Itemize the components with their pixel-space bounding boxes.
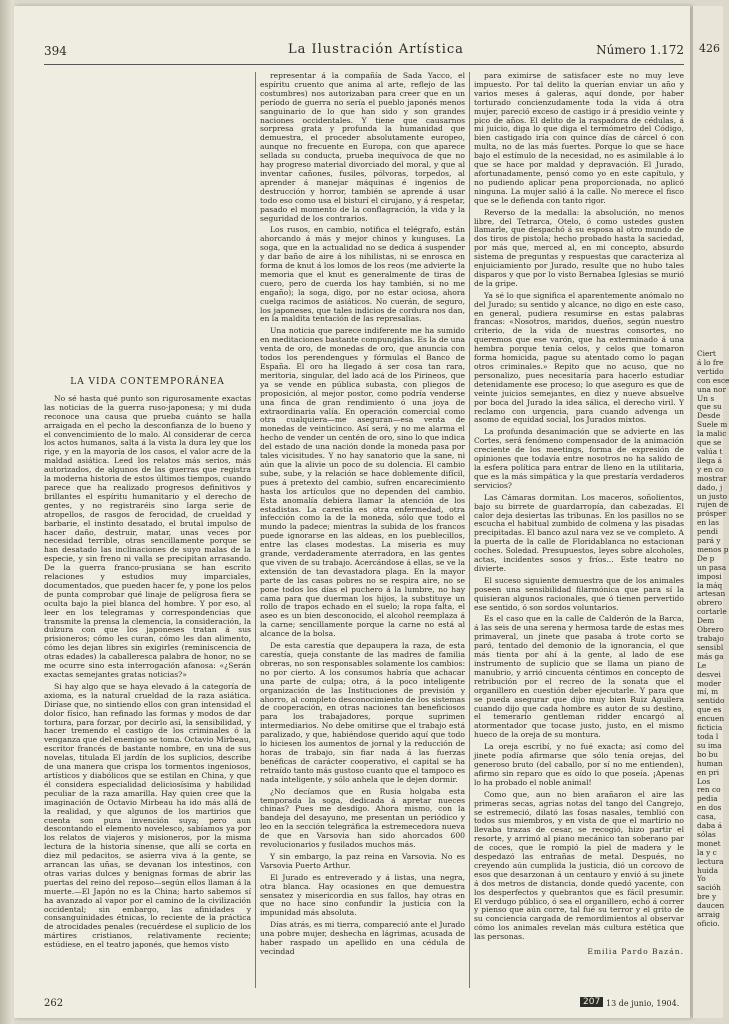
paragraph: Las Cámaras dormitan. Los maceros, soñolientos, bajo su birrete de guardarropía, dan cabezadas. El calor deja desiertas las tribunas. En los pasillos no se escucha el habitual zumbido de colmena y las pisadas precipitadas. El banco azul nara vez se ve completo. A la puerta de la calle de Floridablanca no estacionan coches. Soledad. Presupuestos, leyes sobre alcoholes, actas, incidentes sosos y fríos... Este teatro no divierte.	[474, 492, 684, 573]
header-rule	[44, 64, 684, 65]
footer-badge: 207	[580, 997, 603, 1007]
column-3	[474, 72, 684, 988]
author-signature: Emilia Pardo Bazán.	[587, 947, 684, 957]
paragraph: Una noticia que parece indiferente me ha sumido en meditaciones bastante compungidas. Es la de una venta de oro, de monedas de oro, que anuncia con todos los perendengues y fórmulas el Banco de España. El oro ha llegado á ser cosa tan rara, meritoria, singular, del lado acá de los Pirineos, que ya se vende en pública subasta, con pliegos de proposición, al mejor postor, como podría venderse una finca de gran rendimiento ó una joya de extraordinaria valía. En operación comercial como otra cualquiera—me aseguran—esa venta de monedas de veinticinco. Así será, y no me alarma el hecho de vender un centén de oro, sino lo que indica del estado de una nación donde la moneda pasa por tales vicisitudes. Y no hay sanatorio que la sane, ni aún que la alivie un poco de su dolencia. El cambio sube, sube, y la relación se hace doblemente difícil, pues á pretexto del cambio, sufren encarecimiento hasta los artículos que no dependen del cambio. Esta anomalía debiera llamar la atención de los estadistas. La carestía es otra enfermedad, otra infección como la de la moneda, sólo que todo el mundo la padece; mientras la subida de los francos puede ignorarse en las aldeas, en los pueblecillos, entre las clases modestas. La miseria es muy grande, verdaderamente aterradora, en las gentes que viven de su trabajo. Acercándose á ellas, se ve la extensión de tan devastadora plaga. En la mayor parte de las casas pobres no se respira aire, no se pone todos los días el puchero á la lumbre, no hay cama para que duerman los hijos, la substituye un rollo de trapos echado en el suelo; la ropa falta, el aseo es un bien desconocido, el alcohol reemplaza á la carne; sencillamente porque la carne no está al alcance de la bolsa.	[260, 326, 465, 639]
paragraph: De esta carestía que depaupera la raza, de esta carestía, queja constante de las madres de familia obreras, no son responsables solamente los cambios: no por cierto. A los consumos habría que achacar una parte de culpa; otra, á la poco inteligente organización de las Instituciones de previsión y ahorro, al completo desconocimiento de los sistemas de cooperación, en otras naciones tan beneficiosos para los trabajadores, porque suprimen intermediarios. No debe omitirse que el trabajo está paralizado, y que, habiéndose querido aquí que todo lo hiciesen los aumentos de jornal y la reducción de horas de trabajo, sin fiar nada á las fuerzas benéficas de carácter cooperativo, el capital se ha retraído tanto más gustoso cuanto que el tampoco es nada inteligente, y sólo anhela que le dejen dormir.	[260, 641, 465, 784]
magazine-title: La Ilustración Artística	[288, 42, 464, 57]
page	[14, 6, 690, 1018]
paragraph: Como que, aun no bien arañaron el aire las primeras secas, agrias notas del tango del Cangrejo, se estremeció, dilató las fosas nasales, temblió con todos sus miembros, y en vista de que el martirio no llevaba trazas de cesar, se recogió, hizo partir el resorte, y arrimó al piano mecánico tan soberano par de coces, que le rompió la piel de madera y le despedazó las entrañas de metal. Después, no creyendo aún cumplida la justicia, dió un corcovo de esos que desarzonan á un centauro y envió á su jinete á dos metros de distancia, donde quedó yacente, con los desperfectos y quebrantos que es fácil presumir. El verdugo público, ó sea el organillero, echó á correr y pienso que aún corre, tal fué su terror y el grito de su conciencia cargada de remordimientos al observar cómo los animales revelan más cultura estética que las personas.	[474, 789, 684, 942]
paragraph: Días atrás, es mi tierra, compareció ante el Jurado una pobre mujer, deshecha en lágrimas, acusada de haber raspado un apellido en una cédula de vecindad	[260, 920, 465, 956]
footer-page-number: 262	[44, 998, 64, 1009]
blank-space	[44, 72, 251, 378]
issue-number: Número 1.172	[596, 43, 684, 57]
header-page-number: 394	[44, 44, 67, 58]
paragraph: Los rusos, en cambio, notifica el telégrafo, están ahorcando á más y mejor chinos y kunguses. La soga, que en la actualidad no se dedica á suspender y dar baño de aire á los nihilistas, ni se enrosca en forma de knut á los lomos de los reos (me advierte la memoria que el knut es generalmente de tiras de cuero, pero de cuerda los hay también, si no me engaño); la soga, digo, por no estar ociosa, ahora cuelga racimos de asiáticos. No cuerán, de seguro, los japoneses, que tales indicios de cordura nos dan, en la maldita tentación de las represalias.	[260, 225, 465, 324]
paragraph: Y sin embargo, la paz reina en Varsovia. No es Varsovia Puerto Arthur.	[260, 851, 465, 870]
paragraph: para eximirse de satisfacer este no muy leve impuesto. Por tal delito la querían enviar un año y varios meses á galeras, aquí donde, por haber torturado concienzudamente toda la vida á otra mujer, pareció exceso de castigo ir á presidio veinte y pico de años. El delito de la raspadora de cédulas, á mi juicio, diga lo que diga el termómetro del Código, bien castigado iría con quince días de cárcel ó con multa, no de las más fuertes. Porque lo que se hace bajo el estímulo de la necesidad, no es asimilable á lo que se hace por maldad y depravación. El Jurado, afortunadamente, pensó como yo en este capítulo, y no pudiendo aplicar pena proporcionada, no aplicó ninguna. La mujer salió á la calle. No merece el fisco que se le defienda con tanto rigor.	[474, 71, 684, 205]
footer-date: 13 de junio, 1904.	[606, 999, 680, 1008]
column-divider	[255, 72, 256, 988]
column-1	[44, 72, 251, 988]
next-page-text-fragments: Ciert á lo fre vertido con esce una nor Un s que su Desde Suele m la malic que se valúa t llega á y en co mostrar dado, j un justo rujen de prósper en las pendi pará y menos p De p un pasa imposi la máq artesan obrero cortarle Dem Obrero trabajo sensibl más ga Le desvei moder mí, m sentido que es encuen ficticia toda l su ima bo bu human en pri Los ren co pedia en dos casa, daba á sólas monet la y c lectura huida Yo sacióh bre y daucen arraig oficio.	[697, 349, 729, 928]
paragraph: Es el caso que en la calle de Calderón de la Barca, á las seis de una serena y hermosa tarde de estas mes primaveral, un jinete que pasaba á trote corto se paró, tentado del demonio de la ignorancia, el que más tienta por ahí á la gente, al lado de ese instrumento de suplicio que se llama un piano de manubrio, y arrió cincuenta céntimos en concepto de retribución por el recreo de la sonata que el organillero en cuestión deber ejecutarle. Y para que se pueda asegurar que dijo muy bien Ruiz Aguilera cuando dijo que cada hombre es autor de su destino, el temerario gentleman ridder encargó al atormentador que tocase justo, justo, en el mismo hueco de la oreja de su montura.	[474, 614, 684, 740]
column-2	[260, 72, 465, 988]
paragraph: La oreja escribí, y no fué exacta; así como del jinete podía afirmarse que sólo tenía orejas, del generoso bruto (del caballo, por sí no me entienden), afirmo sin reparo que es oído lo que poseía. ¡Apenas lo ha probado el noble animal!	[474, 742, 684, 787]
paragraph: No sé hasta qué punto son rigurosamente exactas las noticias de la guerra ruso-japonesa; y mi duda reconoce una causa que prueba cuánto se halla arraigada en el pecho la desconfianza de lo bueno y el convencimiento de lo malo. Al considerar de cerca los actos humanos, salta á la vista la dura ley que los rige, y en la mayoría de los casos, el valor acre de la maldad asiática. Leed los relatos más serios, más autorizados, de algunos de las guerras que registra la moderna historia de estos últimos tiempos, cuando parece que ha realizado progresos definitivos y brillantes el espíritu humanitario y el derecho de gentes, y no registraréis sino larga serie de atropellos, de rasgos de ferocidad, de crueldad y barbarie, el instinto desatado, el brutal impulso de hacer daño, destruir, matar, unas veces por necesidad terrible, otras sencillamente porque se han desatado las inclinaciones de suyo malas de la especie, y sin freno ni valla se precipitan arrasando. De la guerra franco-prusiana se han escrito relaciones y estudios muy imparciales, documentados, que pueden hacer fe, y pone los pelos de punta comprobar qué linaje de pelígrosa fiera se oculta bajo la piel blanca del hombre. Y por eso, al leer en los telegramas y correspondencias que transmite la prensa la clemencia, la consideración, la dulzura con que los japoneses tratan á sus prisioneros; cómo les curan, cómo les dan alimento, cómo les dejan libres sin exigirles (reminiscencia de otras edades) la caballeresca palabra de honor, no se me ocurre sino esta interrogación afanosa: «¿Serán exactas semejantes gratas noticias?»	[44, 393, 251, 679]
binding-edge	[0, 0, 14, 1024]
next-page-edge	[692, 6, 729, 1018]
paragraph: Si hay algo que se haya elevado á la categoría de axioma, es la natural crueldad de la raza asiática. Diríase que, no sintiendo ellos con gran intensidad el dolor físico, han refinado las formas y modos de dar tortura, para forzar, por decirlo así, la sensibilidad, y hacer tremendo el castigo de los criminales ó la venganza que del enemigo se toma. Octavio Mirbeau, escritor francés de bastante nombre, en una de sus novelas, titulada El jardín de los suplicios, describe de una manera que crispa los tormentos ingeniosos, artísticos y diabólicos que se estilan en China, y que él considera especialidad deliciosísima y habilidad peculiar de la raza amarilla. Hay quien cree que la imaginación de Octavio Mirbeau ha ido más allá de la realidad, y que algunos de los martirios que cuenta son pura invención suya; pero aun descontando el elemento novelesco, sabíamos ya por los relatos de viajeros y misioneros, por la misma lectura de la historia sínense, que allí se corta en diez mil pedacitos, se asierra viva á la gente, se arrancan las uñas, se devanan los intestinos, con otras varias dulces y benignas formas de abrir las puertas del reino del reposo—según ellos llaman á la muerte.—El Japón no es la China; harto sabemos sí ha avanzado al vapor por el camino de la civilización occidental; sin embargo, las afinidades y consanguinidades étnicas, lo reciente de la práctica de atrocidades penales (recuérdese el suplicio de los mártires cristianos, relativamente reciente; estúdiese, en el teatro japonés, que hemos visto	[44, 681, 251, 950]
paragraph: La profunda desanimación que se advierte en las Cortes, será fenómeno compensador de la animación creciente de los meetings, forma de expresión de opiniones que todavía entre nosotros no ha salido de la esfera política para entrar de lleno en la utilitaria, que es la más simpática y la que prestaría verdaderos servicios?	[474, 427, 684, 490]
paragraph: ¿No decíamos que en Rusia holgaba esta temporada la soga, dedicada á apretar nueces chinas? Pues me desdigo. Ahora mismo, con la bandeja del desayuno, me presentan un periódico y leo en la sección telegráfica la estremecedora nueva de que en Varsovia han sido ahorcados 600 revolucionarios y fusilados muchos más.	[260, 786, 465, 850]
page-header	[44, 42, 684, 62]
paragraph: representar á la compañía de Sada Yacco, el espíritu cruento que anima al arte, reflejo de las costumbres) nos autorizaban para creer que en un período de guerra no sería el pueblo japonés menos sanguinario de lo que han sido y son grandes naciones occidentales. Y tiene que causarnos sorpresa grata y profunda la humanidad que demuestra, el proceder absolutamente europeo, aunque no frecuente en Europa, con que aparece sellada su conducta, prueba inequívoca de que no hay progreso material divorciado del moral, y que al inventar cañones, fusiles, pólvoras, torpedos, al aprender á manejar máquinas é ingenios de destrucción y horror, también se aprende á usar todo eso como usa el bisturí el cirujano, y á respetar, pasado el momento de la conflagración, la vida y la seguridad de los contrarios.	[260, 71, 465, 223]
paragraph: Ya sé lo que significa el aparentemente anómalo no del Jurado; su sentido y alcance, no digo en este caso, en general, pudiera resumirse en estas palabras francas: «Nosotros, maridos, dueños, según nuestro criterio, de la vida de nuestras consortes, no queremos que ese varón, que ha exterminado á una hembra porque tenía celos, y celos que tomaron forma homicida, pague su atentado como lo pagan otros criminales.» Repito que no acuso, que no personalizo, pues necesitaría para hacerlo estudiar detenidamente ese proceso; lo que aseguro es que de veinte juicios semejantes, en diez y nueve absuelve por boca del Jurado la idea sálica, el derecho viril. Y reclamo con urgencia, para cuando advenga un asomo de equidad social, los Jurados mixtos.	[474, 290, 684, 425]
paragraph: El suceso siguiente demuestra que de los animales poseen una sensibilidad filarmónica que para sí la quisieran algunos racionales, que ó tienen pervertido ese sentido, ó son sordos voluntarios.	[474, 575, 684, 612]
page-footer	[44, 998, 684, 1014]
paragraph: El Jurado es entreverado y á listas, una negra, otra blanca. Hay ocasiones en que demuestra sensatez y misericordia en sus fallos, hay otras en que no hace sino confundir la justicia con la impunidad más absoluta.	[260, 872, 465, 918]
paragraph: Reverso de la medalla: la absolución, no menos libre, del Tetrarca, Otelo, ó como ustedes gusten llamarle, que despachó á su esposa al otro mundo de dos tiros de pistola; hecho probado hasta la saciedad, por más que, merced al, en mi concepto, absurdo sistema de preguntas y respuestas que caracteriza al enjuiciamiento por Jurado, resulte que no hubo tales disparos y que por lo visto Bernabea Iglesias se murió de la gripe.	[474, 207, 684, 288]
next-page-number: 426	[699, 42, 720, 55]
section-title: LA VIDA CONTEMPORÁNEA	[70, 377, 225, 387]
column-divider	[469, 72, 470, 988]
